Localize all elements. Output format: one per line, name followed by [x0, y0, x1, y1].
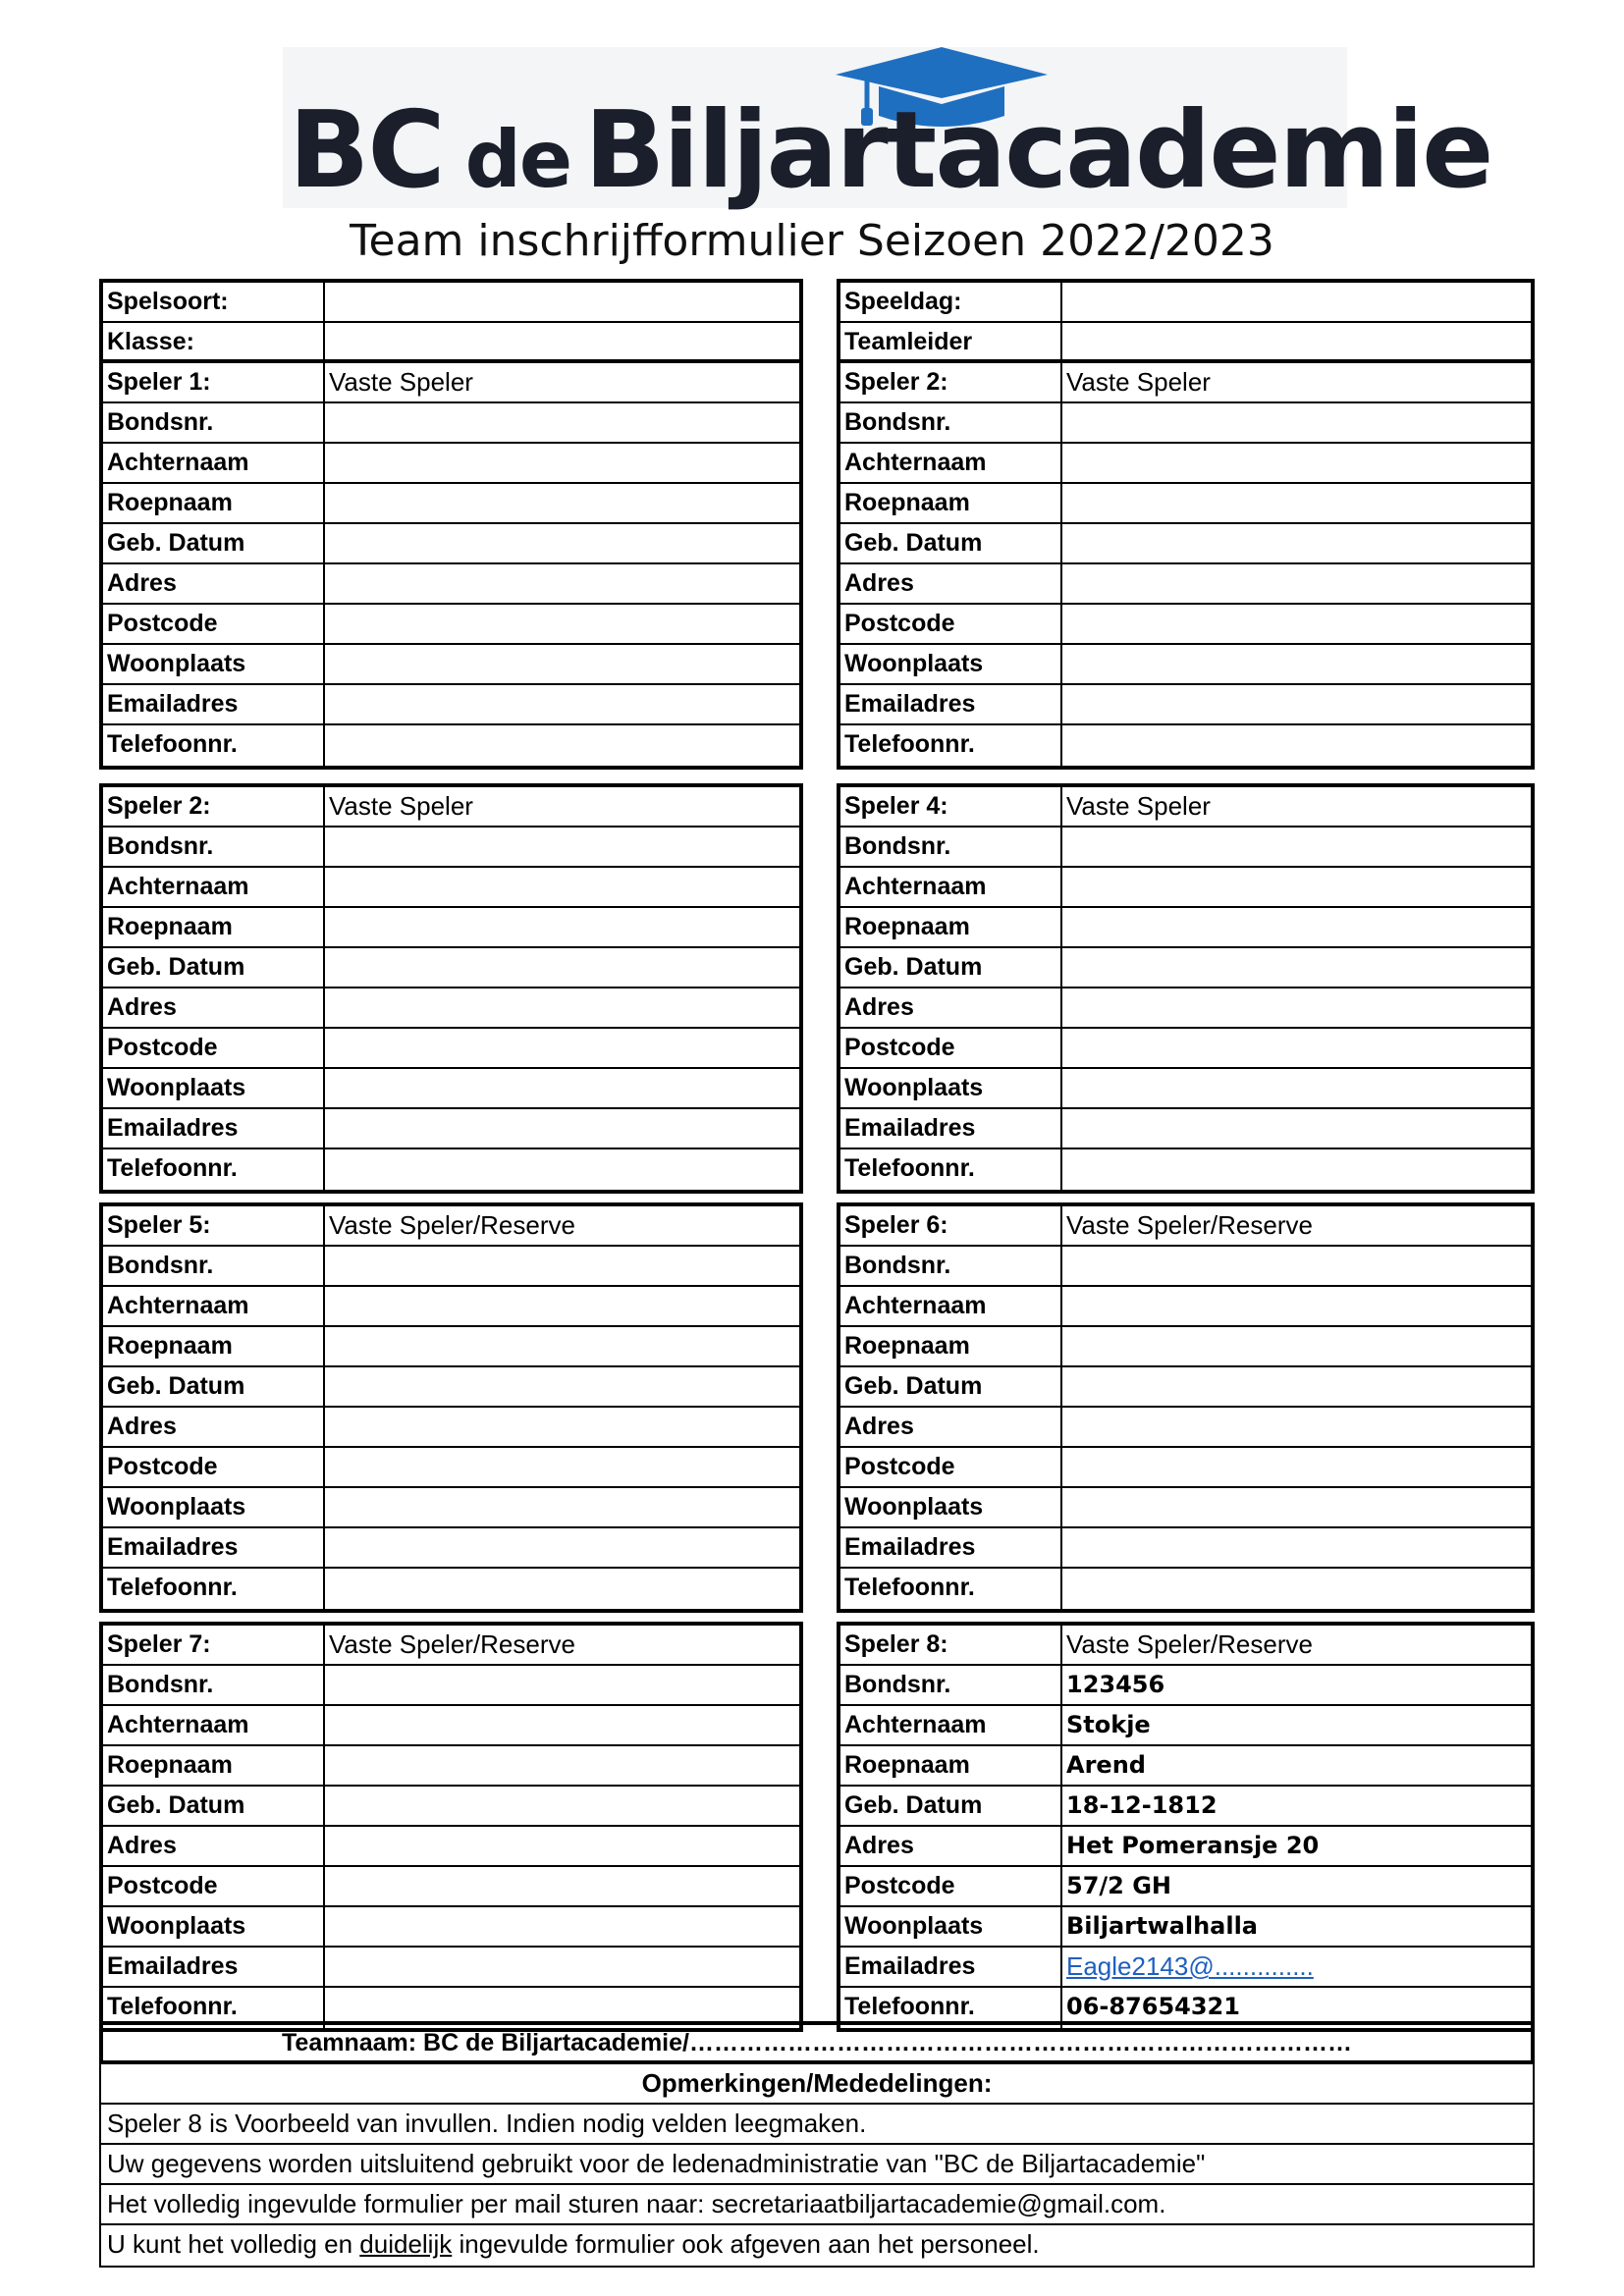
- field-value[interactable]: [1062, 725, 1531, 766]
- field-value[interactable]: [325, 1488, 799, 1526]
- player-label: Speler 2:: [103, 787, 325, 826]
- player-field-row: [103, 1867, 799, 1907]
- field-label: Emailadres: [840, 1109, 1062, 1148]
- player-field-row: [840, 1827, 1531, 1867]
- player-label: Speler 2:: [840, 363, 1062, 401]
- player-label: Speler 8:: [840, 1626, 1062, 1664]
- field-label: Woonplaats: [103, 645, 325, 683]
- player-label: Speler 1:: [103, 363, 325, 401]
- general-row: [840, 323, 1531, 363]
- player-field-row: [103, 1109, 799, 1149]
- field-label: Roepnaam: [840, 1746, 1062, 1785]
- field-label: Roepnaam: [840, 484, 1062, 522]
- form-title: Team inschrijfformulier Seizoen 2022/2023: [350, 216, 1274, 266]
- player-field-row: [103, 1746, 799, 1787]
- field-label: Adres: [840, 564, 1062, 603]
- player-field-row: [103, 605, 799, 645]
- player-field-row: [103, 1408, 799, 1448]
- player-status: Vaste Speler/Reserve: [1066, 1210, 1313, 1240]
- player-field-row: [840, 725, 1531, 766]
- field-value[interactable]: [325, 908, 799, 946]
- general-row: [103, 283, 799, 323]
- field-label: Geb. Datum: [103, 948, 325, 987]
- player-field-row: [840, 444, 1531, 484]
- player-field-row: [103, 564, 799, 605]
- field-label: Emailadres: [840, 1528, 1062, 1567]
- player-field-row: [103, 1787, 799, 1827]
- field-label: Telefoonnr.: [103, 1988, 325, 2028]
- field-value[interactable]: [1062, 908, 1531, 946]
- teamnaam-field[interactable]: Teamnaam: BC de Biljartacademie/………………………………………………………………………: [99, 2021, 1535, 2064]
- player-field-row: [103, 1569, 799, 1609]
- field-value[interactable]: [1062, 1528, 1531, 1567]
- field-value[interactable]: [325, 988, 799, 1027]
- field-label: Achternaam: [103, 444, 325, 482]
- player-label: Speler 7:: [103, 1626, 325, 1664]
- field-value[interactable]: Het Pomeransje 20: [1066, 1832, 1320, 1859]
- field-label: Adres: [103, 988, 325, 1027]
- field-value[interactable]: [325, 1948, 799, 1986]
- field-label: Emailadres: [103, 685, 325, 723]
- field-label: Bondsnr.: [840, 1666, 1062, 1704]
- player-field-row: [840, 605, 1531, 645]
- player-header-row: [103, 1626, 799, 1666]
- player-header-row: [840, 363, 1531, 403]
- player-field-row: [840, 564, 1531, 605]
- field-value[interactable]: [325, 1109, 799, 1148]
- player-header-row: [103, 787, 799, 828]
- player-field-row: [103, 1948, 799, 1988]
- player-field-row: [103, 1029, 799, 1069]
- field-label: Emailadres: [840, 1948, 1062, 1986]
- field-value[interactable]: [1062, 948, 1531, 987]
- field-label: Achternaam: [103, 1287, 325, 1325]
- logo-wordmark: [289, 89, 1492, 212]
- field-value[interactable]: [325, 1907, 799, 1946]
- field-label: Roepnaam: [840, 1327, 1062, 1365]
- player-field-row: [103, 524, 799, 564]
- player-field-row: [103, 645, 799, 685]
- field-value[interactable]: [325, 403, 799, 442]
- player-label: Speler 4:: [840, 787, 1062, 826]
- player-field-row: [840, 645, 1531, 685]
- field-label: Geb. Datum: [840, 524, 1062, 562]
- field-value[interactable]: [1062, 1149, 1531, 1190]
- field-value[interactable]: [1062, 444, 1531, 482]
- field-label: Woonplaats: [840, 645, 1062, 683]
- player-field-row: [103, 1827, 799, 1867]
- field-value[interactable]: [325, 1408, 799, 1446]
- player-field-row: [840, 1666, 1531, 1706]
- player-field-row: [103, 444, 799, 484]
- player-field-row: [840, 1948, 1531, 1988]
- field-label: Geb. Datum: [103, 1787, 325, 1825]
- player-field-row: [840, 1327, 1531, 1367]
- field-label: Emailadres: [103, 1948, 325, 1986]
- field-value[interactable]: [325, 1448, 799, 1486]
- field-value[interactable]: [1062, 1109, 1531, 1148]
- field-value[interactable]: 57/2 GH: [1066, 1872, 1172, 1899]
- field-label: Geb. Datum: [103, 1367, 325, 1406]
- field-value[interactable]: [1062, 988, 1531, 1027]
- field-value[interactable]: [1062, 1029, 1531, 1067]
- player-field-row: [840, 1408, 1531, 1448]
- field-value[interactable]: [325, 1867, 799, 1905]
- field-value[interactable]: [325, 948, 799, 987]
- field-label: Woonplaats: [840, 1488, 1062, 1526]
- field-value[interactable]: [1062, 323, 1531, 359]
- field-label: Telefoonnr.: [103, 725, 325, 766]
- field-value[interactable]: [1062, 1367, 1531, 1406]
- field-value[interactable]: [325, 1069, 799, 1107]
- player-field-row: [840, 1029, 1531, 1069]
- field-label: Woonplaats: [103, 1069, 325, 1107]
- player-field-row: [840, 1528, 1531, 1569]
- player-field-row: [103, 725, 799, 766]
- general-row: [840, 283, 1531, 323]
- player-field-row: [840, 908, 1531, 948]
- field-label: Roepnaam: [103, 484, 325, 522]
- player-field-row: [103, 1907, 799, 1948]
- player-field-row: [840, 484, 1531, 524]
- player-field-row: [103, 908, 799, 948]
- field-value[interactable]: [325, 1666, 799, 1704]
- field-value[interactable]: [325, 1746, 799, 1785]
- player-field-row: [840, 1569, 1531, 1609]
- notes-table: [99, 2064, 1535, 2268]
- field-value[interactable]: [325, 564, 799, 603]
- field-value[interactable]: [1062, 1247, 1531, 1285]
- player-field-row: [840, 524, 1531, 564]
- field-value[interactable]: [1062, 828, 1531, 866]
- player-field-row: [840, 1109, 1531, 1149]
- field-label: Klasse:: [103, 323, 325, 359]
- field-value[interactable]: [1062, 484, 1531, 522]
- field-value[interactable]: [325, 685, 799, 723]
- field-value[interactable]: [1062, 1327, 1531, 1365]
- player-status: Vaste Speler/Reserve: [329, 1210, 575, 1240]
- field-value[interactable]: [325, 725, 799, 766]
- player-field-row: [103, 1327, 799, 1367]
- field-label: Geb. Datum: [840, 948, 1062, 987]
- player-field-row: [840, 988, 1531, 1029]
- field-label: Achternaam: [840, 1287, 1062, 1325]
- field-label: Bondsnr.: [103, 828, 325, 866]
- player-field-row: [840, 1867, 1531, 1907]
- player-header-row: [103, 1206, 799, 1247]
- field-label: Roepnaam: [103, 908, 325, 946]
- field-value[interactable]: [325, 1327, 799, 1365]
- note-text: U kunt het volledig en: [107, 2229, 360, 2259]
- field-value[interactable]: [325, 1247, 799, 1285]
- field-label: Postcode: [103, 605, 325, 643]
- player-field-row: [103, 1247, 799, 1287]
- block-player-6: [837, 1202, 1535, 1613]
- field-label: Roepnaam: [103, 1327, 325, 1365]
- logo: [283, 47, 1492, 212]
- block-player-4: [837, 783, 1535, 1194]
- field-value[interactable]: [1062, 1488, 1531, 1526]
- player-field-row: [840, 1787, 1531, 1827]
- logo-bc: BC: [289, 89, 444, 212]
- field-label: Achternaam: [103, 868, 325, 906]
- player-field-row: [840, 948, 1531, 988]
- player-field-row: [103, 868, 799, 908]
- player-field-row: [103, 1149, 799, 1190]
- field-value[interactable]: 06-87654321: [1066, 1993, 1240, 2020]
- field-value[interactable]: [1062, 524, 1531, 562]
- field-value[interactable]: 123456: [1066, 1671, 1165, 1698]
- field-label: Roepnaam: [103, 1746, 325, 1785]
- player-field-row: [103, 403, 799, 444]
- field-label: Telefoonnr.: [840, 725, 1062, 766]
- field-value[interactable]: [1062, 283, 1531, 321]
- field-value[interactable]: 18-12-1812: [1066, 1791, 1218, 1819]
- player-field-row: [840, 1367, 1531, 1408]
- player-field-row: [103, 988, 799, 1029]
- block-player-5: [99, 1202, 803, 1613]
- field-label: Woonplaats: [103, 1907, 325, 1946]
- note-line: Uw gegevens worden uitsluitend gebruikt voor de ledenadministratie van "BC de Biljartacademie": [101, 2145, 1533, 2185]
- player-header-row: [840, 787, 1531, 828]
- block-general-player-2: [837, 279, 1535, 770]
- field-value[interactable]: [1062, 1408, 1531, 1446]
- field-value[interactable]: [1062, 645, 1531, 683]
- player-field-row: [103, 1488, 799, 1528]
- notes-heading: Opmerkingen/Mededelingen:: [101, 2064, 1533, 2105]
- field-label: Adres: [103, 1827, 325, 1865]
- field-label: Achternaam: [840, 1706, 1062, 1744]
- player-label: Speler 6:: [840, 1206, 1062, 1245]
- field-label: Bondsnr.: [840, 828, 1062, 866]
- block-player-7: [99, 1622, 803, 2032]
- field-value[interactable]: [325, 1528, 799, 1567]
- field-label: Telefoonnr.: [840, 1569, 1062, 1609]
- field-value[interactable]: [325, 524, 799, 562]
- field-value[interactable]: [325, 1287, 799, 1325]
- field-label: Telefoonnr.: [103, 1569, 325, 1609]
- field-value[interactable]: [1062, 1569, 1531, 1609]
- player-label: Speler 5:: [103, 1206, 325, 1245]
- player-field-row: [840, 403, 1531, 444]
- field-value[interactable]: [325, 1827, 799, 1865]
- player-field-row: [103, 828, 799, 868]
- field-label: Teamleider: [840, 323, 1062, 359]
- field-value[interactable]: [325, 283, 799, 321]
- player-field-row: [840, 1247, 1531, 1287]
- field-value[interactable]: [325, 828, 799, 866]
- player-status: Vaste Speler/Reserve: [329, 1629, 575, 1659]
- field-label: Bondsnr.: [103, 403, 325, 442]
- field-label: Adres: [840, 988, 1062, 1027]
- field-value[interactable]: [325, 1787, 799, 1825]
- player-header-row: [840, 1206, 1531, 1247]
- player-field-row: [103, 1666, 799, 1706]
- field-label: Bondsnr.: [103, 1247, 325, 1285]
- field-value[interactable]: [1062, 403, 1531, 442]
- block-player-3: [99, 783, 803, 1194]
- player-field-row: [103, 1706, 799, 1746]
- field-label: Emailadres: [103, 1528, 325, 1567]
- field-value[interactable]: [325, 1367, 799, 1406]
- field-label: Postcode: [103, 1448, 325, 1486]
- player-field-row: [103, 1448, 799, 1488]
- player-field-row: [840, 1488, 1531, 1528]
- player-field-row: [103, 1528, 799, 1569]
- player-field-row: [840, 828, 1531, 868]
- player-field-row: [840, 1149, 1531, 1190]
- player-field-row: [103, 1287, 799, 1327]
- field-label: Adres: [840, 1408, 1062, 1446]
- field-label: Emailadres: [103, 1109, 325, 1148]
- field-value[interactable]: [325, 323, 799, 359]
- field-label: Geb. Datum: [840, 1787, 1062, 1825]
- field-value[interactable]: [1062, 685, 1531, 723]
- field-label: Adres: [103, 1408, 325, 1446]
- player-status: Vaste Speler: [329, 791, 473, 821]
- field-label: Postcode: [840, 1029, 1062, 1067]
- player-field-row: [840, 1069, 1531, 1109]
- field-value[interactable]: [1062, 1287, 1531, 1325]
- field-value[interactable]: [325, 1029, 799, 1067]
- field-label: Woonplaats: [840, 1069, 1062, 1107]
- general-row: [103, 323, 799, 363]
- field-label: Bondsnr.: [840, 1247, 1062, 1285]
- block-player-8: [837, 1622, 1535, 2032]
- field-value[interactable]: Biljartwalhalla: [1066, 1912, 1258, 1940]
- field-value[interactable]: Stokje: [1066, 1711, 1151, 1738]
- player-field-row: [840, 1907, 1531, 1948]
- field-label: Telefoonnr.: [840, 1149, 1062, 1190]
- field-value[interactable]: [1062, 868, 1531, 906]
- field-label: Speeldag:: [840, 283, 1062, 321]
- field-label: Achternaam: [840, 868, 1062, 906]
- player-field-row: [103, 948, 799, 988]
- field-label: Bondsnr.: [840, 403, 1062, 442]
- field-label: Woonplaats: [840, 1907, 1062, 1946]
- field-label: Postcode: [103, 1867, 325, 1905]
- note-text: ingevulde formulier ook afgeven aan het personeel.: [452, 2229, 1040, 2259]
- player-status: Vaste Speler: [1066, 791, 1211, 821]
- player-field-row: [840, 1746, 1531, 1787]
- player-field-row: [840, 685, 1531, 725]
- note-line: Het volledig ingevulde formulier per mail sturen naar: secretariaatbiljartacademie@gmail.com.: [101, 2185, 1533, 2225]
- field-label: Adres: [103, 564, 325, 603]
- field-value[interactable]: [1062, 605, 1531, 643]
- field-value[interactable]: [325, 444, 799, 482]
- logo-de: de: [464, 114, 571, 205]
- note-line: Speler 8 is Voorbeeld van invullen. Indien nodig velden leegmaken.: [101, 2105, 1533, 2145]
- player-status: Vaste Speler: [329, 367, 473, 397]
- field-label: Bondsnr.: [103, 1666, 325, 1704]
- block-general-player-1: [99, 279, 803, 770]
- player-field-row: [103, 1367, 799, 1408]
- field-value[interactable]: [1062, 1448, 1531, 1486]
- field-label: Spelsoort:: [103, 283, 325, 321]
- field-label: Telefoonnr.: [840, 1988, 1062, 2028]
- field-value[interactable]: [325, 868, 799, 906]
- field-label: Adres: [840, 1827, 1062, 1865]
- field-label: Woonplaats: [103, 1488, 325, 1526]
- player-header-row: [103, 363, 799, 403]
- player-field-row: [840, 868, 1531, 908]
- field-value[interactable]: [325, 484, 799, 522]
- field-label: Achternaam: [840, 444, 1062, 482]
- logo-biljartacademie: Biljartacademie: [584, 89, 1492, 212]
- note-line: [101, 2225, 1533, 2266]
- field-value[interactable]: [325, 1569, 799, 1609]
- player-header-row: [840, 1626, 1531, 1666]
- field-value[interactable]: [1062, 564, 1531, 603]
- field-value[interactable]: [325, 1149, 799, 1190]
- field-value[interactable]: Arend: [1066, 1751, 1146, 1779]
- field-label: Emailadres: [840, 685, 1062, 723]
- player-field-row: [103, 685, 799, 725]
- field-label: Postcode: [840, 605, 1062, 643]
- player-field-row: [103, 484, 799, 524]
- field-label: Achternaam: [103, 1706, 325, 1744]
- field-value[interactable]: [1062, 1069, 1531, 1107]
- field-label: Postcode: [840, 1448, 1062, 1486]
- field-label: Roepnaam: [840, 908, 1062, 946]
- player-status: Vaste Speler/Reserve: [1066, 1629, 1313, 1659]
- player-field-row: [840, 1706, 1531, 1746]
- note-underlined-text: duidelijk: [359, 2229, 453, 2259]
- field-value[interactable]: [325, 605, 799, 643]
- field-label: Geb. Datum: [840, 1367, 1062, 1406]
- field-label: Telefoonnr.: [103, 1149, 325, 1190]
- field-value[interactable]: [325, 1706, 799, 1744]
- player-status: Vaste Speler: [1066, 367, 1211, 397]
- field-value[interactable]: [325, 645, 799, 683]
- field-label: Postcode: [103, 1029, 325, 1067]
- player-field-row: [840, 1448, 1531, 1488]
- field-label: Postcode: [840, 1867, 1062, 1905]
- field-label: Geb. Datum: [103, 524, 325, 562]
- player-field-row: [840, 1287, 1531, 1327]
- field-value[interactable]: Eagle2143@..............: [1066, 1951, 1314, 1981]
- player-field-row: [103, 1069, 799, 1109]
